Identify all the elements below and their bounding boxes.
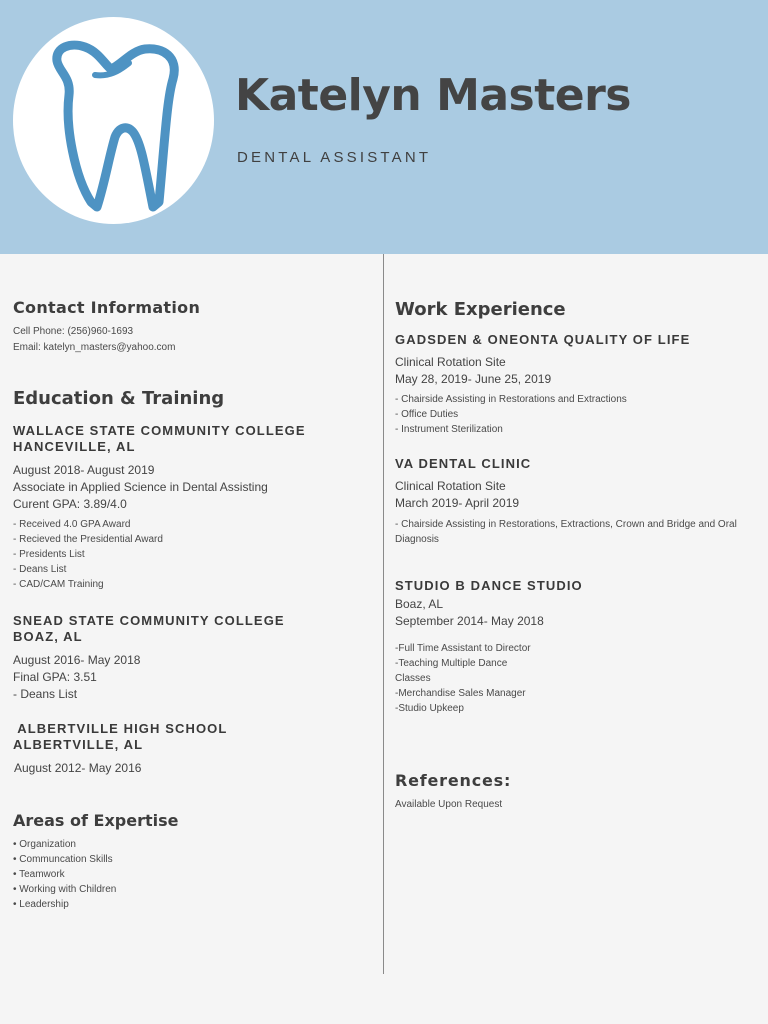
email-address: Email: katelyn_masters@yahoo.com xyxy=(13,342,176,353)
column-divider xyxy=(383,254,384,974)
school-honors-list xyxy=(13,517,163,592)
job-details xyxy=(395,596,544,630)
list-item: - Chairside Assisting in Restorations, Extractions, Crown and Bridge and Oral xyxy=(395,519,737,530)
school-details xyxy=(13,462,268,513)
list-item: - CAD/CAM Training xyxy=(13,579,104,590)
list-item: - Office Duties xyxy=(395,409,459,420)
school-location: HANCEVILLE, AL xyxy=(13,439,136,454)
list-item: - Received 4.0 GPA Award xyxy=(13,519,131,530)
phone-number: Cell Phone: (256)960-1693 xyxy=(13,326,134,337)
job-duties-list xyxy=(395,517,737,547)
school-gpa: Final GPA: 3.51 xyxy=(13,670,97,684)
list-item: -Studio Upkeep xyxy=(395,703,464,714)
job-dates: March 2019- April 2019 xyxy=(395,496,520,510)
expertise-heading: Areas of Expertise xyxy=(13,811,179,830)
school-details xyxy=(13,652,140,703)
list-item: - Recieved the Presidential Award xyxy=(13,534,163,545)
school-name-line: SNEAD STATE COMMUNITY COLLEGE xyxy=(13,613,285,628)
expertise-list xyxy=(13,837,116,912)
list-item: • Leadership xyxy=(13,899,69,910)
job-org: GADSDEN & ONEONTA QUALITY OF LIFE xyxy=(395,332,691,347)
list-item: • Working with Children xyxy=(13,884,117,895)
list-item: • Communcation Skills xyxy=(13,854,113,865)
list-item: • Teamwork xyxy=(13,869,65,880)
job-details xyxy=(395,478,519,512)
job-dates: May 28, 2019- June 25, 2019 xyxy=(395,372,552,386)
school-location: BOAZ, AL xyxy=(13,629,83,644)
school-details xyxy=(14,760,141,777)
list-item: - Deans List xyxy=(13,564,67,575)
work-heading: Work Experience xyxy=(395,299,566,320)
contact-details xyxy=(13,324,175,355)
list-item: Classes xyxy=(395,673,431,684)
job-org: STUDIO B DANCE STUDIO xyxy=(395,578,583,593)
school-name-line: WALLACE STATE COMMUNITY COLLEGE xyxy=(13,423,306,438)
school-dates: August 2018- August 2019 xyxy=(13,463,155,477)
school-degree: Associate in Applied Science in Dental Assisting xyxy=(13,480,268,494)
job-duties-list xyxy=(395,641,531,716)
candidate-name: Katelyn Masters xyxy=(235,70,631,121)
education-heading: Education & Training xyxy=(13,388,225,409)
school-name-line: ALBERTVILLE HIGH SCHOOL xyxy=(13,721,228,736)
list-item: • Organization xyxy=(13,839,76,850)
school-name xyxy=(13,721,227,753)
school-name xyxy=(13,423,306,455)
job-details xyxy=(395,354,551,388)
logo xyxy=(13,17,214,224)
list-item: - Presidents List xyxy=(13,549,85,560)
list-item: -Merchandise Sales Manager xyxy=(395,688,526,699)
school-gpa: Curent GPA: 3.89/4.0 xyxy=(13,497,127,511)
list-item: -Full Time Assistant to Director xyxy=(395,643,531,654)
job-location: Boaz, AL xyxy=(395,597,444,611)
contact-heading: Contact Information xyxy=(13,298,201,317)
references-text: Available Upon Request xyxy=(395,799,503,810)
header-banner xyxy=(0,0,768,254)
school-location: ALBERTVILLE, AL xyxy=(13,737,144,752)
job-title: DENTAL ASSISTANT xyxy=(237,149,432,166)
school-dates: August 2016- May 2018 xyxy=(13,653,141,667)
list-item: - Instrument Sterilization xyxy=(395,424,503,435)
list-item: Diagnosis xyxy=(395,534,439,545)
job-dates: September 2014- May 2018 xyxy=(395,614,544,628)
school-note: - Deans List xyxy=(13,687,78,701)
school-name xyxy=(13,613,285,645)
list-item: - Chairside Assisting in Restorations and Extractions xyxy=(395,394,627,405)
job-duties-list xyxy=(395,392,627,437)
job-role: Clinical Rotation Site xyxy=(395,479,506,493)
tooth-icon xyxy=(13,17,214,224)
job-role: Clinical Rotation Site xyxy=(395,355,506,369)
school-dates: August 2012- May 2016 xyxy=(14,761,142,775)
references-heading: References: xyxy=(395,771,512,790)
list-item: -Teaching Multiple Dance xyxy=(395,658,508,669)
job-org: VA DENTAL CLINIC xyxy=(395,456,532,471)
